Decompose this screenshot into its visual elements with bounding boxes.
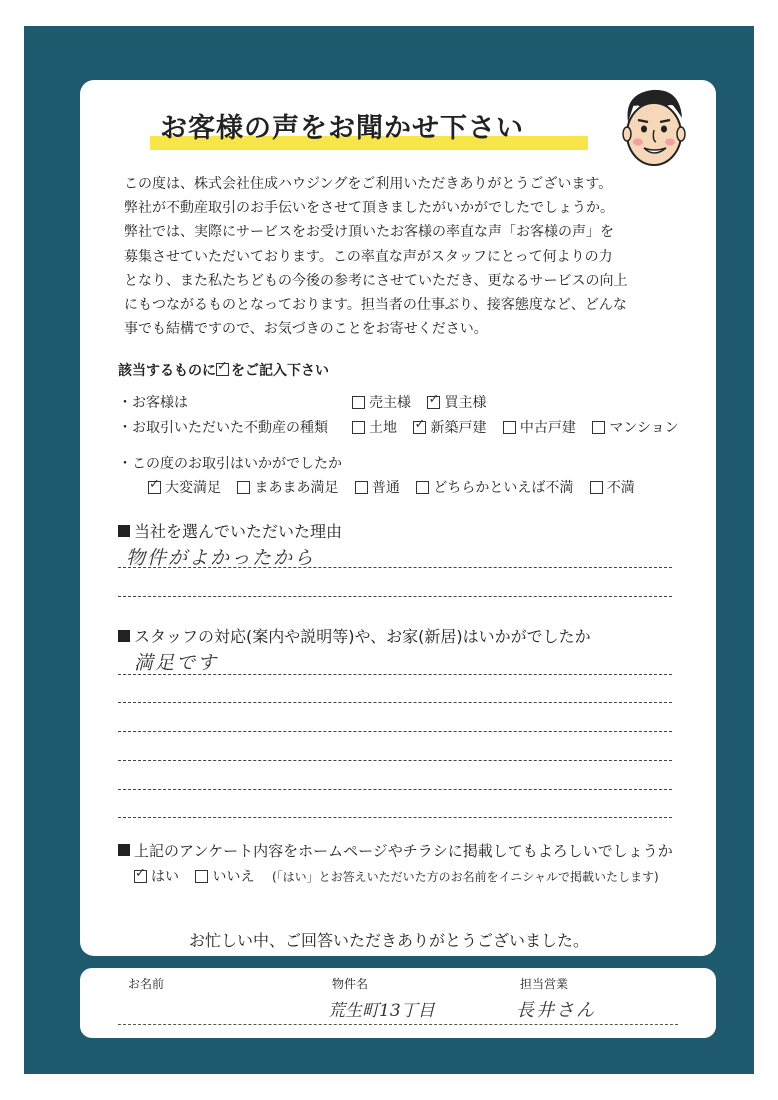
option-label: どちらかといえば不満	[433, 480, 574, 496]
answer-line	[118, 567, 672, 568]
square-bullet-icon	[118, 844, 130, 856]
checkbox[interactable]	[195, 870, 208, 883]
option-no[interactable]	[195, 866, 254, 886]
intro-line: となり、また私たちどもの今後の参考にさせていただき、更なるサービスの向上	[124, 272, 628, 289]
instruction	[118, 360, 329, 380]
square-bullet-icon	[118, 630, 130, 642]
checkbox[interactable]	[352, 421, 365, 434]
satisfaction-options	[148, 477, 647, 498]
instruction-after: をご記入下さい	[231, 363, 329, 379]
checkbox[interactable]	[355, 481, 368, 494]
answer-line	[118, 596, 672, 597]
option-label: マンション	[609, 420, 679, 436]
staff-label: 担当営業	[520, 977, 569, 991]
checkbox[interactable]	[134, 870, 147, 883]
option-label: 買主様	[444, 395, 487, 411]
intro-line: 事でも結構ですので、お気づきのことをお寄せください。	[124, 321, 488, 338]
checkbox[interactable]	[592, 421, 605, 434]
intro-line: 弊社では、実際にサービスをお受け頂いたお客様の率直な声「お客様の声」を	[124, 224, 614, 241]
name-label: お名前	[128, 977, 165, 991]
option-yes[interactable]	[134, 866, 179, 886]
checkbox[interactable]	[237, 481, 250, 494]
page-title: お客様の声をお聞かせ下さい	[160, 113, 524, 144]
option-normal[interactable]	[355, 477, 400, 497]
intro-line: にもつながるものとなっております。担当者の仕事ぶり、接客態度など、どんな	[124, 297, 627, 314]
option-label: まあまあ満足	[254, 480, 339, 496]
checkbox[interactable]	[416, 481, 429, 494]
title-block	[150, 106, 600, 154]
q3-heading-text: 上記のアンケート内容をホームページやチラシに掲載してもよろしいでしょうか	[134, 842, 673, 860]
option-mansion[interactable]	[592, 417, 678, 437]
intro-line: 募集させていただいております。この率直な声がスタッフにとって何よりの力	[124, 248, 613, 265]
q3-note: (「はい」とお答えいただいた方のお名前をイニシャルで掲載いたします)	[272, 870, 659, 884]
option-label: はい	[151, 869, 179, 885]
staff-value[interactable]: 長井さん	[516, 1000, 596, 1021]
answer-line	[118, 731, 672, 732]
q2-answer[interactable]: 満足です	[134, 652, 219, 674]
answer-line	[118, 702, 672, 703]
option-fairly-satisfied[interactable]	[237, 477, 338, 497]
option-label: 不満	[606, 480, 635, 496]
option-label: 中古戸建	[519, 420, 576, 436]
option-label: 新築戸建	[430, 420, 487, 436]
option-label: 土地	[369, 420, 397, 436]
answer-line	[118, 674, 672, 675]
option-unsatisfied[interactable]	[590, 477, 635, 497]
option-label: いいえ	[212, 869, 255, 885]
option-new-house[interactable]	[413, 417, 486, 437]
q3-heading	[118, 840, 673, 861]
checkbox[interactable]	[503, 421, 516, 434]
square-bullet-icon	[118, 525, 130, 537]
option-land[interactable]	[352, 417, 397, 437]
option-label: 大変満足	[165, 480, 221, 496]
cartoon-face-icon	[614, 82, 694, 172]
answer-line	[118, 817, 672, 818]
satisfaction-label: ・この度のお取引はいかがでしたか	[118, 456, 342, 472]
checkbox[interactable]	[590, 481, 603, 494]
closing-message: お忙しい中、ご回答いただきありがとうございました。	[188, 931, 589, 950]
option-used-house[interactable]	[503, 417, 576, 437]
option-buyer[interactable]	[427, 392, 486, 412]
answer-line	[118, 789, 672, 790]
q1-heading	[118, 519, 342, 542]
property-name-value[interactable]: 荒生町13丁目	[328, 1001, 435, 1021]
option-label: 普通	[371, 480, 400, 496]
q1-heading-text: 当社を選んでいただいた理由	[134, 522, 343, 541]
option-very-satisfied[interactable]	[148, 477, 221, 497]
property-options	[352, 417, 691, 438]
footer-line	[118, 1024, 678, 1025]
checkbox[interactable]	[352, 396, 365, 409]
option-seller[interactable]	[352, 392, 411, 412]
q2-heading	[118, 624, 591, 647]
intro-line: この度は、株式会社住成ハウジングをご利用いただきありがとうございます。	[124, 176, 613, 192]
property-name-label: 物件名	[332, 977, 369, 991]
checkbox[interactable]	[413, 421, 426, 434]
option-somewhat-unsatisfied[interactable]	[416, 477, 573, 497]
q1-answer[interactable]: 物件がよかったから	[126, 547, 316, 569]
q3-options	[134, 866, 266, 887]
intro-line: 弊社が不動産取引のお手伝いをさせて頂きましたがいかがでしたでしょうか。	[124, 200, 614, 217]
customer-label: ・お客様は	[118, 395, 188, 411]
option-label: 売主様	[369, 395, 411, 411]
property-label: ・お取引いただいた不動産の種類	[118, 420, 328, 436]
answer-line	[118, 760, 672, 761]
q2-heading-text: スタッフの対応(案内や説明等)や、お家(新居)はいかがでしたか	[134, 627, 591, 646]
checked-box-icon	[216, 363, 229, 376]
intro-text	[124, 172, 684, 341]
checkbox[interactable]	[427, 396, 440, 409]
customer-options	[352, 392, 498, 413]
instruction-before: 該当するものに	[118, 363, 216, 379]
checkbox[interactable]	[148, 481, 161, 494]
